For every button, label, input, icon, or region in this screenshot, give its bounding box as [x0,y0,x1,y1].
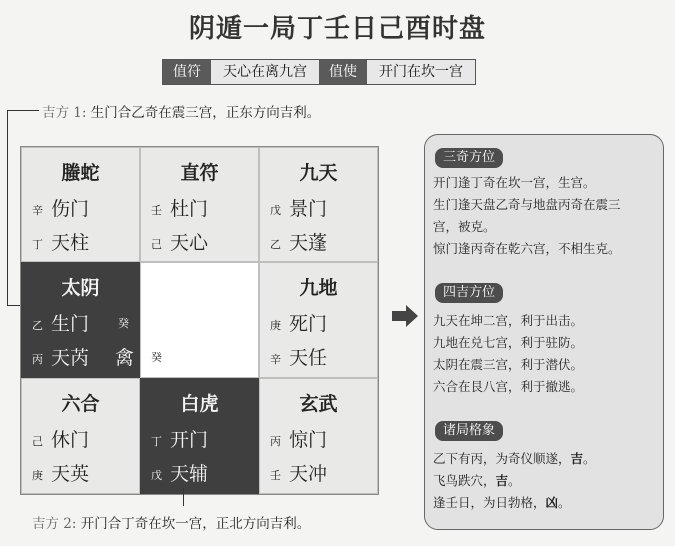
zhifu-label: 值符 [163,60,211,84]
section-tag: 四吉方位 [435,283,503,303]
palace-cell: 九天 戊 景门 乙 天蓬 [259,147,378,262]
god-label: 太阴 [61,277,100,299]
palace-cell: 九地 庚 死门 辛 天任 [259,262,378,378]
god-label: 螣蛇 [61,162,100,184]
note-2: 吉方 2: 开门合丁奇在坎一宫，正北方向吉利。 [32,516,311,532]
bracket-line [7,110,39,111]
god-label: 九地 [299,277,338,299]
god-label: 白虎 [180,393,219,415]
badge-row [162,59,476,85]
palace-cell-center: 癸 [140,262,259,378]
section-tag: 诸局格象 [435,421,503,441]
palace-cell: 太阴 乙 生门 丙 天芮 癸 禽 [21,262,140,378]
palace-cell: 六合 己 休门 庚 天英 [21,378,140,494]
palace-cell: 螣蛇 辛 伤门 丁 天柱 [21,147,140,262]
palace-grid [20,146,379,495]
info-panel: 三奇方位 开门逢丁奇在坎一宫，生宫。 生门逢天盘乙奇与地盘丙奇在震三 宫，被克。 惊门逢丙奇在乾六宫，不相生克。 四吉方位 九天在坤二宫，利于出击。 九地在兑七宫，利于驻防。 太阴在震三宫，利于潜伏。 六合在艮八宫，利于撤逃。 诸局格象 乙下有丙，为奇仪顺遂，吉。 飞鸟跌穴，吉。 逢壬日，为日勃格，凶。 [424,134,664,530]
zhishi-label: 值使 [319,60,367,84]
palace-cell: 直符 壬 杜门 己 天心 [140,147,259,262]
god-label: 九天 [299,162,338,184]
note-1: 吉方 1: 生门合乙奇在震三宫，正东方向吉利。 [42,105,321,121]
right-arrow-icon [392,305,418,327]
zhishi-value: 开门在坎一宫 [367,60,475,84]
palace-cell: 白虎 丁 开门 戊 天辅 [140,378,259,494]
section-tag: 三奇方位 [435,148,503,168]
god-label: 六合 [61,393,100,415]
bracket-line [183,488,184,506]
page-title: 阴遁一局丁壬日己酉时盘 [188,14,486,44]
god-label: 玄武 [299,393,338,415]
god-label: 直符 [180,162,219,184]
palace-cell: 玄武 丙 惊门 壬 天冲 [259,378,378,494]
zhifu-value: 天心在离九宫 [211,60,319,84]
bracket-line [7,110,8,305]
